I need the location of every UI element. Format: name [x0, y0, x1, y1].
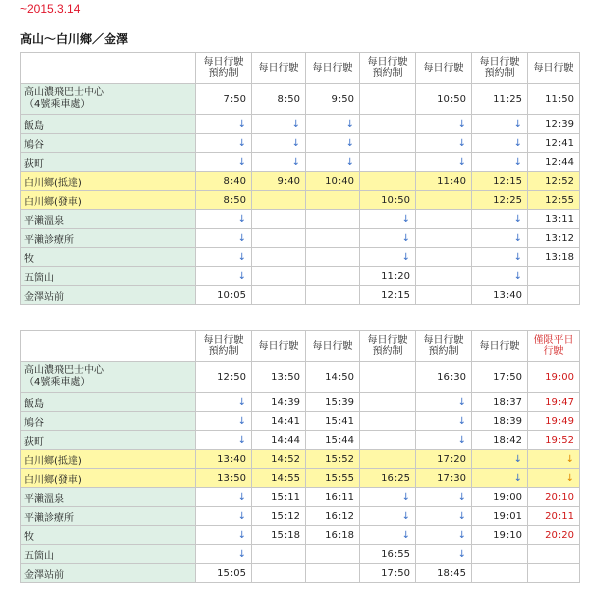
time-cell: 11:50: [528, 84, 580, 115]
time-cell: 7:50: [196, 84, 252, 115]
time-cell: [528, 564, 580, 583]
time-cell: 14:41: [252, 412, 306, 431]
pass-arrow-icon: ↓: [252, 115, 306, 134]
table-row: [21, 229, 580, 248]
table-row: [21, 545, 580, 564]
time-cell: 15:41: [306, 412, 360, 431]
time-cell: 15:44: [306, 431, 360, 450]
time-cell: 9:50: [306, 84, 360, 115]
time-cell: [252, 564, 306, 583]
table-row: [21, 469, 580, 488]
time-cell: 12:41: [528, 134, 580, 153]
time-cell: [528, 267, 580, 286]
time-cell: 11:25: [472, 84, 528, 115]
time-cell: 14:44: [252, 431, 306, 450]
time-cell: 11:20: [360, 267, 416, 286]
pass-arrow-icon: ↓: [360, 526, 416, 545]
stop-name: 高山濃飛巴士中心 （4號乘車處）: [21, 362, 196, 393]
stop-name: 白川鄉(抵達): [21, 450, 196, 469]
route-title: 高山～白川鄉／金澤: [20, 32, 129, 46]
time-cell: [252, 229, 306, 248]
pass-arrow-icon: ↓: [472, 248, 528, 267]
time-cell: [472, 545, 528, 564]
time-cell: 15:55: [306, 469, 360, 488]
header-cell: 每日行駛 預約制: [196, 331, 252, 362]
time-cell: 12:52: [528, 172, 580, 191]
table-row: [21, 450, 580, 469]
pass-arrow-icon: ↓: [472, 115, 528, 134]
stop-name: 鳩谷: [21, 412, 196, 431]
pass-arrow-icon: ↓: [472, 210, 528, 229]
stop-name: 飯島: [21, 393, 196, 412]
pass-arrow-icon: ↓: [416, 134, 472, 153]
table-row: [21, 393, 580, 412]
time-cell: 18:39: [472, 412, 528, 431]
time-cell: [360, 172, 416, 191]
time-cell: 20:20: [528, 526, 580, 545]
time-cell: 14:52: [252, 450, 306, 469]
time-cell: [360, 84, 416, 115]
pass-arrow-icon: ↓: [416, 412, 472, 431]
table-row: [21, 431, 580, 450]
time-cell: 13:40: [196, 450, 252, 469]
header-cell: 每日行駛: [416, 53, 472, 84]
stop-name: 高山濃飛巴士中心 （4號乘車處）: [21, 84, 196, 115]
pass-arrow-icon: ↓: [196, 431, 252, 450]
time-cell: 13:18: [528, 248, 580, 267]
pass-arrow-icon: ↓: [472, 469, 528, 488]
pass-arrow-icon: ↓: [416, 507, 472, 526]
pass-arrow-icon: ↓: [196, 248, 252, 267]
header-cell: 每日行駛: [306, 53, 360, 84]
time-cell: 18:42: [472, 431, 528, 450]
pass-arrow-icon: ↓: [528, 469, 580, 488]
time-cell: 19:00: [528, 362, 580, 393]
time-cell: 13:11: [528, 210, 580, 229]
time-cell: 20:10: [528, 488, 580, 507]
time-cell: 16:12: [306, 507, 360, 526]
time-cell: 8:50: [196, 191, 252, 210]
pass-arrow-icon: ↓: [196, 488, 252, 507]
time-cell: 10:50: [360, 191, 416, 210]
time-cell: [360, 362, 416, 393]
time-cell: 14:50: [306, 362, 360, 393]
pass-arrow-icon: ↓: [416, 115, 472, 134]
stop-name: 金澤站前: [21, 564, 196, 583]
table-row: [21, 564, 580, 583]
time-cell: [416, 191, 472, 210]
time-cell: 17:50: [360, 564, 416, 583]
time-cell: 9:40: [252, 172, 306, 191]
header-cell: 每日行駛 預約制: [472, 53, 528, 84]
stop-name: 白川鄉(發車): [21, 469, 196, 488]
time-cell: 19:47: [528, 393, 580, 412]
time-cell: 10:40: [306, 172, 360, 191]
table-row: [21, 210, 580, 229]
time-cell: 18:37: [472, 393, 528, 412]
pass-arrow-icon: ↓: [416, 393, 472, 412]
time-cell: 15:11: [252, 488, 306, 507]
time-cell: 13:40: [472, 286, 528, 305]
table-row: [21, 507, 580, 526]
table-row: [21, 134, 580, 153]
table-row: [21, 286, 580, 305]
pass-arrow-icon: ↓: [472, 450, 528, 469]
pass-arrow-icon: ↓: [196, 507, 252, 526]
time-cell: [306, 267, 360, 286]
time-cell: 12:50: [196, 362, 252, 393]
stop-name: 牧: [21, 248, 196, 267]
table-row: [21, 84, 580, 115]
pass-arrow-icon: ↓: [360, 488, 416, 507]
time-cell: [306, 564, 360, 583]
time-cell: 12:44: [528, 153, 580, 172]
pass-arrow-icon: ↓: [196, 134, 252, 153]
stop-name: 平瀨溫泉: [21, 488, 196, 507]
time-cell: [306, 248, 360, 267]
table-row: [21, 191, 580, 210]
pass-arrow-icon: ↓: [472, 267, 528, 286]
time-cell: [306, 191, 360, 210]
time-cell: [252, 191, 306, 210]
header-cell: 每日行駛: [528, 53, 580, 84]
table-row: [21, 362, 580, 393]
table-row: [21, 526, 580, 545]
time-cell: 10:50: [416, 84, 472, 115]
time-cell: [360, 450, 416, 469]
time-cell: [360, 115, 416, 134]
time-cell: 19:10: [472, 526, 528, 545]
time-cell: 13:12: [528, 229, 580, 248]
table-row: [21, 412, 580, 431]
time-cell: 8:50: [252, 84, 306, 115]
pass-arrow-icon: ↓: [196, 210, 252, 229]
table-row: [21, 115, 580, 134]
time-cell: 10:05: [196, 286, 252, 305]
time-cell: [416, 248, 472, 267]
pass-arrow-icon: ↓: [360, 248, 416, 267]
header-blank-cell: [21, 331, 196, 362]
stop-name: 白川鄉(抵達): [21, 172, 196, 191]
stop-name: 金澤站前: [21, 286, 196, 305]
time-cell: [528, 545, 580, 564]
time-cell: 12:25: [472, 191, 528, 210]
pass-arrow-icon: ↓: [360, 210, 416, 229]
header-cell: 每日行駛: [472, 331, 528, 362]
time-cell: [360, 412, 416, 431]
header-cell: 每日行駛 預約制: [360, 53, 416, 84]
header-blank-cell: [21, 53, 196, 84]
time-cell: 15:05: [196, 564, 252, 583]
header-cell: 每日行駛 預約制: [196, 53, 252, 84]
time-cell: 17:50: [472, 362, 528, 393]
pass-arrow-icon: ↓: [252, 153, 306, 172]
time-cell: [306, 545, 360, 564]
time-cell: 17:30: [416, 469, 472, 488]
time-cell: 8:40: [196, 172, 252, 191]
timetable-2: [20, 330, 580, 583]
table-row: [21, 172, 580, 191]
table-row: [21, 267, 580, 286]
time-cell: 14:39: [252, 393, 306, 412]
stop-name: 五箇山: [21, 545, 196, 564]
pass-arrow-icon: ↓: [472, 229, 528, 248]
stop-name: 白川鄉(發車): [21, 191, 196, 210]
time-cell: [416, 229, 472, 248]
time-cell: [306, 210, 360, 229]
time-cell: [252, 286, 306, 305]
table-row: [21, 488, 580, 507]
pass-arrow-icon: ↓: [196, 267, 252, 286]
pass-arrow-icon: ↓: [360, 507, 416, 526]
pass-arrow-icon: ↓: [472, 153, 528, 172]
stop-name: 平瀨診療所: [21, 229, 196, 248]
time-cell: [306, 229, 360, 248]
time-cell: 13:50: [252, 362, 306, 393]
time-cell: 16:55: [360, 545, 416, 564]
time-cell: [252, 545, 306, 564]
time-cell: 12:39: [528, 115, 580, 134]
pass-arrow-icon: ↓: [306, 134, 360, 153]
pass-arrow-icon: ↓: [528, 450, 580, 469]
time-cell: [528, 286, 580, 305]
pass-arrow-icon: ↓: [416, 431, 472, 450]
time-cell: [472, 564, 528, 583]
time-cell: 15:18: [252, 526, 306, 545]
time-cell: 20:11: [528, 507, 580, 526]
timetable-1: [20, 52, 580, 305]
time-cell: [252, 267, 306, 286]
stop-name: 鳩谷: [21, 134, 196, 153]
time-cell: 19:01: [472, 507, 528, 526]
time-cell: [306, 286, 360, 305]
time-cell: 15:12: [252, 507, 306, 526]
pass-arrow-icon: ↓: [196, 412, 252, 431]
pass-arrow-icon: ↓: [196, 526, 252, 545]
time-cell: [252, 210, 306, 229]
time-cell: [416, 267, 472, 286]
time-cell: [360, 153, 416, 172]
pass-arrow-icon: ↓: [252, 134, 306, 153]
time-cell: 17:20: [416, 450, 472, 469]
header-row: [21, 331, 580, 362]
table-row: [21, 248, 580, 267]
time-cell: [360, 134, 416, 153]
stop-name: 平瀨溫泉: [21, 210, 196, 229]
time-cell: 16:11: [306, 488, 360, 507]
time-cell: 16:25: [360, 469, 416, 488]
pass-arrow-icon: ↓: [416, 153, 472, 172]
pass-arrow-icon: ↓: [196, 393, 252, 412]
time-cell: [252, 248, 306, 267]
header-cell: 僅限平日 行駛: [528, 331, 580, 362]
time-cell: 16:30: [416, 362, 472, 393]
time-cell: 19:00: [472, 488, 528, 507]
stop-name: 飯島: [21, 115, 196, 134]
date-label: ~2015.3.14: [20, 2, 81, 16]
pass-arrow-icon: ↓: [360, 229, 416, 248]
table-row: [21, 153, 580, 172]
time-cell: 19:49: [528, 412, 580, 431]
time-cell: 19:52: [528, 431, 580, 450]
time-cell: [416, 210, 472, 229]
pass-arrow-icon: ↓: [196, 229, 252, 248]
pass-arrow-icon: ↓: [472, 134, 528, 153]
pass-arrow-icon: ↓: [416, 545, 472, 564]
stop-name: 牧: [21, 526, 196, 545]
time-cell: 16:18: [306, 526, 360, 545]
pass-arrow-icon: ↓: [306, 153, 360, 172]
header-row: [21, 53, 580, 84]
time-cell: 14:55: [252, 469, 306, 488]
pass-arrow-icon: ↓: [196, 115, 252, 134]
time-cell: 13:50: [196, 469, 252, 488]
time-cell: 15:39: [306, 393, 360, 412]
stop-name: 荻町: [21, 153, 196, 172]
time-cell: [360, 431, 416, 450]
header-cell: 每日行駛: [252, 53, 306, 84]
time-cell: 15:52: [306, 450, 360, 469]
header-cell: 每日行駛: [306, 331, 360, 362]
time-cell: [360, 393, 416, 412]
time-cell: 18:45: [416, 564, 472, 583]
pass-arrow-icon: ↓: [416, 488, 472, 507]
header-cell: 每日行駛 預約制: [416, 331, 472, 362]
time-cell: [416, 286, 472, 305]
header-cell: 每日行駛: [252, 331, 306, 362]
time-cell: 12:55: [528, 191, 580, 210]
pass-arrow-icon: ↓: [196, 153, 252, 172]
pass-arrow-icon: ↓: [196, 545, 252, 564]
time-cell: 12:15: [472, 172, 528, 191]
time-cell: 11:40: [416, 172, 472, 191]
pass-arrow-icon: ↓: [416, 526, 472, 545]
time-cell: 12:15: [360, 286, 416, 305]
stop-name: 荻町: [21, 431, 196, 450]
pass-arrow-icon: ↓: [306, 115, 360, 134]
stop-name: 平瀨診療所: [21, 507, 196, 526]
header-cell: 每日行駛 預約制: [360, 331, 416, 362]
stop-name: 五箇山: [21, 267, 196, 286]
